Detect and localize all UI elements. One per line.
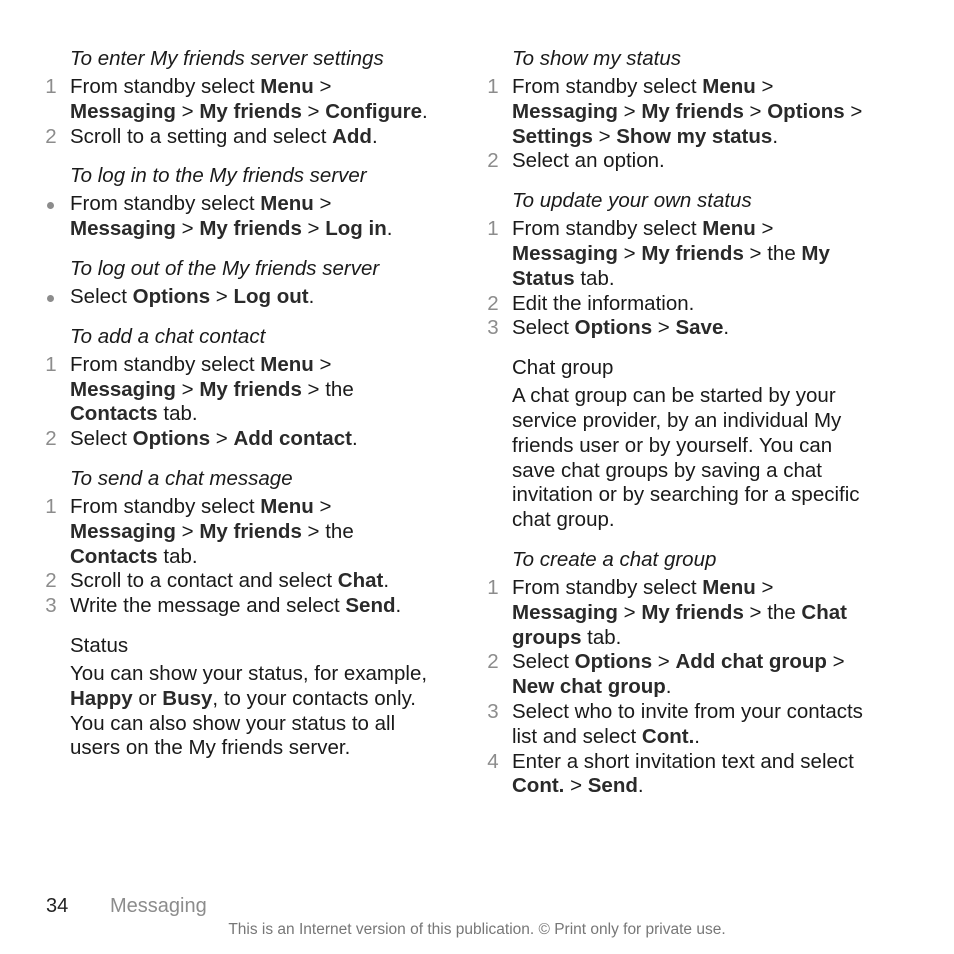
step-number: 2 <box>45 569 57 593</box>
menu-term: Options <box>132 284 211 308</box>
copyright-note <box>0 921 954 939</box>
menu-term: Send <box>345 594 396 618</box>
menu-term: Menu <box>260 494 314 518</box>
section-heading: Status <box>70 633 129 657</box>
copyright-text: This is an Internet version of this publication. © Print only for private use. <box>228 921 726 938</box>
step-2: 2 Select Options > Add chat group > New chat group. <box>487 650 845 699</box>
section-log-in <box>44 163 444 242</box>
step-number: 3 <box>487 699 499 723</box>
menu-term: Menu <box>260 75 314 98</box>
step-4: 4 Enter a short invitation text and select Cont. > Send. <box>487 749 854 798</box>
step-number: 1 <box>45 352 57 376</box>
section-send-message <box>44 466 444 619</box>
section-friends-server-settings <box>44 46 444 149</box>
procedure-title: To send a chat message <box>70 466 293 490</box>
menu-term: Contacts <box>70 544 158 568</box>
step-number: 2 <box>487 650 499 674</box>
menu-term: Messaging <box>70 519 176 543</box>
menu-term: Add <box>332 124 372 148</box>
menu-term: Messaging <box>70 377 176 401</box>
menu-term: Menu <box>260 192 314 216</box>
step-2: 2 Scroll to a contact and select Chat. <box>45 569 390 593</box>
menu-term: Log out <box>233 284 309 308</box>
section-heading: Chat group <box>512 356 614 380</box>
menu-term: My friends <box>199 99 302 123</box>
step-1: 1 From standby select Menu > Messaging > My friends > Options > Settings > Show my status. <box>487 75 863 148</box>
procedure-title: To enter My friends server settings <box>70 47 384 70</box>
section-show-status <box>486 46 886 174</box>
chat-group-paragraph: A chat group can be started by your service provider, by an individual My friends user or by yourself. You can save chat groups by saving a chat invitation or by searching for a specific chat group. <box>512 384 860 532</box>
step-number: 2 <box>45 124 57 148</box>
menu-term: Contacts <box>70 402 158 426</box>
step-3: 3 Select Options > Save. <box>487 316 730 340</box>
right-column <box>486 46 886 813</box>
step-number: 1 <box>487 217 499 241</box>
bullet-icon <box>47 202 54 209</box>
menu-term: Add contact <box>233 427 352 451</box>
step-1: 1 From standby select Menu > Messaging > My friends > the Contacts tab. <box>45 352 354 426</box>
page-number: 34 <box>46 895 69 917</box>
step-1: 1 From standby select Menu > Messaging > My friends > the My Status tab. <box>487 217 830 290</box>
menu-term: Messaging <box>70 217 176 241</box>
procedure-title: To log out of the My friends server <box>70 256 380 280</box>
section-chat-group <box>486 355 886 533</box>
step-number: 2 <box>487 149 499 173</box>
step-number: 3 <box>487 316 499 340</box>
step-number: 1 <box>487 575 499 599</box>
menu-term: Menu <box>260 352 314 376</box>
step-number: 1 <box>45 494 57 518</box>
menu-term: Chat <box>337 569 384 593</box>
menu-term: My friends <box>199 519 302 543</box>
status-paragraph: You can show your status, for example, Happy or Busy, to your contacts only. You can also show your status to all users on the My friends server. <box>70 661 428 760</box>
procedure-title: To update your own status <box>512 189 752 213</box>
step-2: 2 Select an option. <box>487 149 665 173</box>
section-update-status <box>486 188 886 341</box>
menu-term: Messaging <box>70 99 176 123</box>
menu-term: My friends <box>199 377 302 401</box>
step-2: 2 Select Options > Add contact. <box>45 427 358 451</box>
menu-term: Configure <box>325 99 423 123</box>
step-1: 1 From standby select Menu > Messaging > My friends > the Contacts tab. <box>45 494 354 568</box>
step-number: 1 <box>487 75 499 98</box>
procedure-title: To show my status <box>512 47 682 70</box>
step-1: 1 From standby select Menu > Messaging > My friends > Configure. <box>45 75 428 123</box>
step-number: 3 <box>45 594 57 618</box>
step-number: 2 <box>45 427 57 451</box>
section-add-contact <box>44 324 444 452</box>
procedure-title: To log in to the My friends server <box>70 164 367 188</box>
step-3: 3 Select who to invite from your contacts list and select Cont.. <box>487 699 863 748</box>
bullet-icon <box>47 295 54 302</box>
left-column <box>44 46 444 775</box>
footer-section-name: Messaging <box>110 895 207 917</box>
bullet-step: From standby select Menu > Messaging > My friends > Log in. <box>44 192 444 242</box>
procedure-title: To create a chat group <box>512 547 717 571</box>
step-number: 2 <box>487 291 499 315</box>
procedure-title: To add a chat contact <box>70 324 266 348</box>
step-2: 2 Edit the information. <box>487 291 695 315</box>
bullet-step: Select Options > Log out. <box>44 285 444 310</box>
section-create-group <box>486 547 886 799</box>
step-2: 2 Scroll to a setting and select Add. <box>45 124 378 148</box>
step-number: 4 <box>487 749 499 773</box>
section-log-out <box>44 256 444 310</box>
menu-term: Log in <box>325 217 387 241</box>
menu-term: My friends <box>199 217 302 241</box>
section-status <box>44 633 444 761</box>
menu-term: Options <box>132 427 211 451</box>
step-3: 3 Write the message and select Send. <box>45 594 402 618</box>
step-number: 1 <box>45 75 57 98</box>
step-1: 1 From standby select Menu > Messaging > My friends > the Chat groups tab. <box>487 575 847 649</box>
